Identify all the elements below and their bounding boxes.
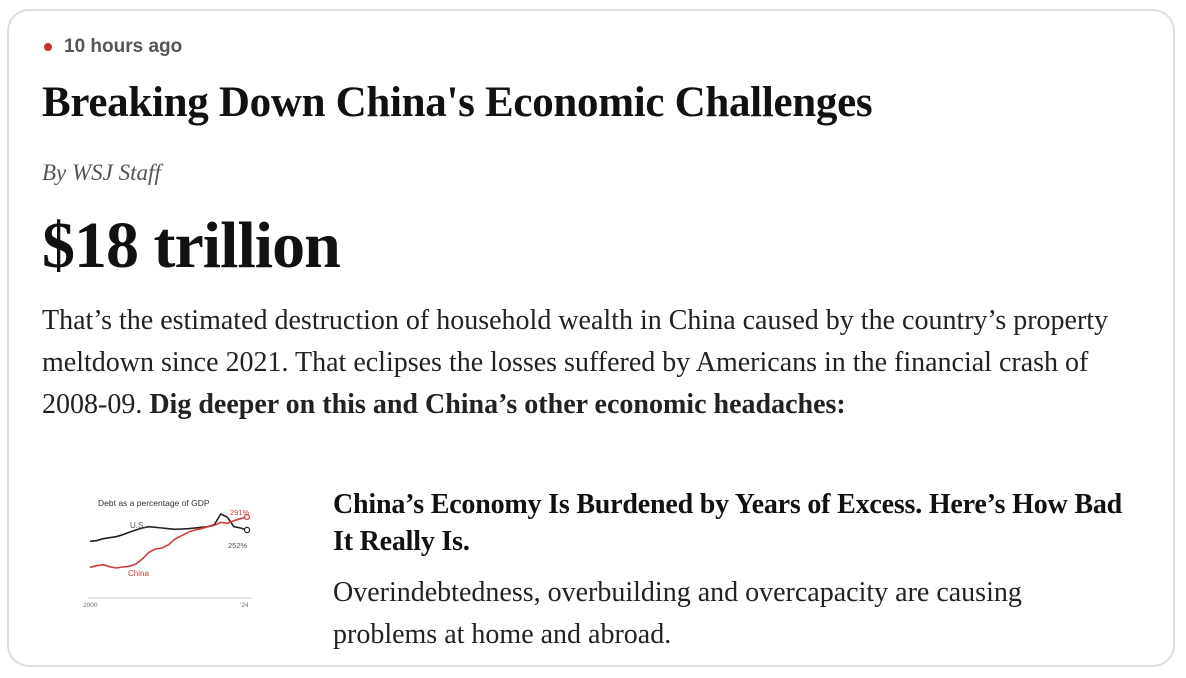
- series-label-china: China: [128, 569, 149, 578]
- live-dot-icon: [44, 43, 52, 51]
- chart-title: Debt as a percentage of GDP: [98, 498, 210, 508]
- time-ago: 10 hours ago: [64, 36, 183, 57]
- series-end-label-us: 252%: [228, 541, 248, 550]
- timestamp: [44, 36, 182, 58]
- series-line-us: [90, 514, 247, 541]
- series-label-us: U.S.: [130, 521, 146, 530]
- key-figure: $18 trillion: [42, 209, 340, 282]
- series-line-china: [90, 517, 247, 568]
- series-end-marker-us: [244, 527, 249, 532]
- series-end-label-china: 291%: [230, 508, 250, 517]
- body-text-bold: Dig deeper on this and China’s other economic headaches:: [149, 389, 846, 420]
- related-article-title[interactable]: China’s Economy Is Burdened by Years of Excess. Here’s How Bad It Really Is.: [333, 489, 1123, 557]
- debt-chart: [80, 494, 260, 616]
- headline[interactable]: Breaking Down China's Economic Challenges: [42, 79, 873, 126]
- body-text: [42, 300, 1122, 426]
- x-tick-label-start: 2000: [83, 602, 98, 609]
- byline: By WSJ Staff: [42, 160, 161, 185]
- x-tick-label-end: ’24: [240, 602, 249, 609]
- body-text-regular: That’s the estimated destruction of household wealth in China caused by the country’s property meltdown since 2021. That eclipses the losses suffered by Americans in the financial crash of 2008-09.: [42, 305, 1109, 420]
- related-article-description: Overindebtedness, overbuilding and overcapacity are causing problems at home and abroad.: [333, 577, 1022, 650]
- related-thumbnail[interactable]: [80, 494, 260, 616]
